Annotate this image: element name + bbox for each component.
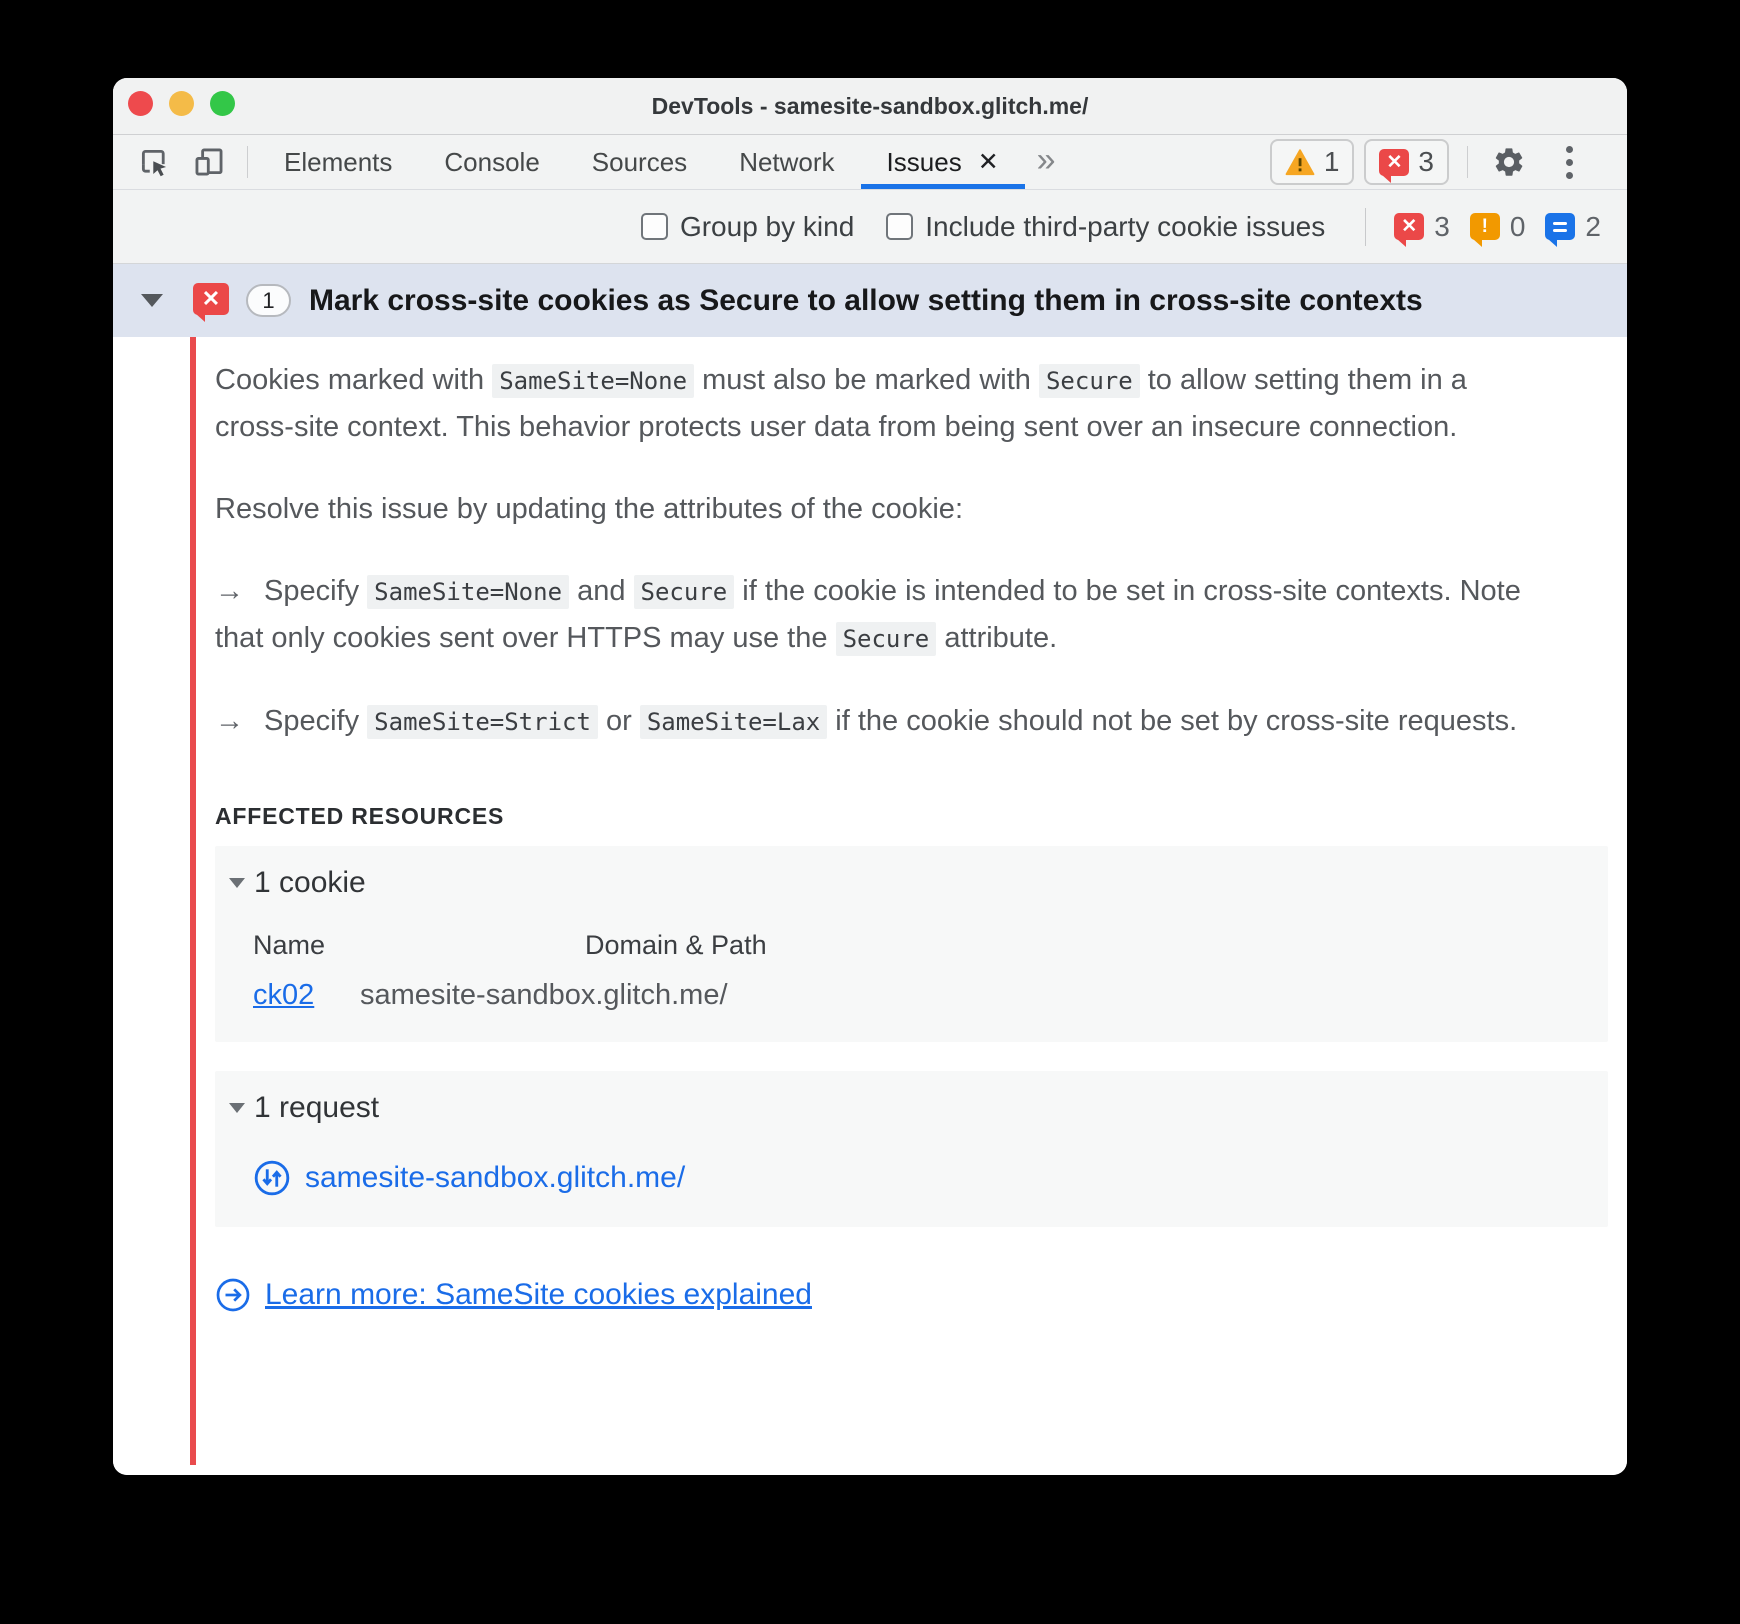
close-issues-tab-icon[interactable]: ✕	[977, 147, 999, 176]
traffic-lights	[128, 91, 235, 116]
request-section-toggle[interactable]	[229, 1091, 1608, 1125]
more-tabs-icon[interactable]: »	[1036, 141, 1056, 179]
cookie-name-link[interactable]: ck02	[253, 979, 315, 1011]
cookie-table	[253, 930, 1608, 1012]
devtools-tabbar	[113, 135, 1627, 190]
warning-count-group	[1470, 211, 1526, 243]
message-bubble-icon	[1545, 213, 1575, 240]
issue-error-icon: ✕	[1379, 149, 1409, 176]
affected-resources-heading: AFFECTED RESOURCES	[215, 803, 505, 829]
warning-triangle-icon	[1285, 149, 1315, 176]
message-count-group	[1545, 211, 1601, 243]
request-row	[253, 1159, 1608, 1197]
third-party-checkbox-group	[886, 211, 1325, 243]
devtools-window	[113, 78, 1627, 1475]
error-bubble-icon: ✕	[1394, 213, 1424, 240]
issue-resolution-intro: Resolve this issue by updating the attributes of the cookie:	[215, 493, 963, 525]
issue-description: Cookies marked with SameSite=None must also be marked with Secure to allow setting them in a cross-site context. This behavior protects user data from being sent over an insecure connection.	[215, 364, 1467, 443]
inspect-cursor-icon	[137, 145, 171, 179]
tab-console[interactable]: Console	[444, 146, 540, 177]
table-row-cookie-domain: samesite-sandbox.glitch.me/	[360, 979, 728, 1011]
window-title: DevTools - samesite-sandbox.glitch.me/	[651, 92, 1089, 119]
chevron-down-icon	[229, 878, 245, 888]
affected-cookies-box	[215, 846, 1608, 1042]
issue-red-line	[190, 337, 196, 1465]
toolbar-error-count: 3	[1434, 210, 1450, 242]
table-row-cookie-name	[253, 979, 360, 1012]
errors-badge-button[interactable]	[1364, 139, 1449, 185]
network-request-icon	[253, 1159, 291, 1197]
toolbar-message-count: 2	[1585, 210, 1601, 242]
issue-body	[113, 337, 1627, 1475]
tabbar-separator-right	[1467, 146, 1468, 178]
third-party-label: Include third-party cookie issues	[925, 210, 1326, 242]
tab-sources[interactable]: Sources	[591, 146, 688, 177]
tab-issues[interactable]	[861, 135, 1025, 189]
close-window-button[interactable]	[128, 91, 153, 116]
bullet-arrow-icon: →	[215, 575, 244, 607]
error-count-group	[1394, 211, 1450, 243]
cookie-name-column-header: Name	[253, 930, 326, 960]
issue-count-badge: 1	[246, 284, 291, 317]
bullet-arrow-icon: →	[215, 705, 244, 737]
warnings-count: 1	[1323, 146, 1340, 177]
toolbar-warning-count: 0	[1509, 210, 1526, 242]
warning-bubble-icon: !	[1470, 213, 1500, 240]
toggle-device-toolbar-button[interactable]	[181, 135, 237, 189]
third-party-checkbox[interactable]	[886, 213, 913, 240]
resolution-bullet-2: → Specify SameSite=Strict or SameSite=Lax if the cookie should not be set by cross-site requests.	[215, 705, 1518, 737]
inspect-element-button[interactable]	[127, 135, 181, 189]
tabbar-separator	[247, 146, 248, 178]
open-link-arrow-icon	[215, 1277, 251, 1313]
device-toolbar-icon	[191, 145, 227, 179]
cookie-section-title: 1 cookie	[254, 866, 366, 899]
tab-issues-label: Issues	[886, 146, 962, 177]
learn-more-row	[215, 1277, 1627, 1313]
issue-header-row[interactable]	[113, 264, 1627, 337]
more-options-menu-icon[interactable]	[1552, 146, 1587, 179]
group-by-kind-checkbox-group	[641, 211, 854, 243]
cookie-domain-column-header: Domain & Path	[585, 930, 767, 960]
active-tab-indicator	[861, 184, 1025, 189]
group-by-kind-checkbox[interactable]	[641, 213, 668, 240]
warnings-badge-button[interactable]	[1270, 139, 1355, 185]
affected-requests-box	[215, 1071, 1608, 1227]
issue-kind-icon: ✕	[193, 283, 229, 315]
tabbar-badges	[1260, 139, 1587, 185]
zoom-window-button[interactable]	[210, 91, 235, 116]
resolution-bullet-1: → Specify SameSite=None and Secure if the cookie is intended to be set in cross-site contexts. Note that only cookies sent over HTTPS may use the Secure attribute.	[215, 575, 1521, 654]
minimize-window-button[interactable]	[169, 91, 194, 116]
settings-button[interactable]	[1478, 145, 1540, 179]
issues-toolbar	[113, 190, 1627, 264]
tab-elements[interactable]: Elements	[284, 146, 393, 177]
gear-icon	[1492, 145, 1526, 179]
issue-title: Mark cross-site cookies as Secure to allow setting them in cross-site contexts	[309, 283, 1423, 317]
request-section-title: 1 request	[254, 1091, 380, 1124]
chevron-down-icon	[229, 1103, 245, 1113]
toolbar-separator	[1365, 208, 1366, 246]
learn-more-link[interactable]: Learn more: SameSite cookies explained	[265, 1278, 812, 1311]
group-by-kind-label: Group by kind	[679, 210, 855, 242]
collapse-triangle-icon[interactable]	[141, 294, 163, 307]
errors-count: 3	[1418, 146, 1434, 177]
cookie-section-toggle[interactable]	[229, 866, 1608, 900]
tab-network[interactable]: Network	[739, 146, 835, 177]
titlebar	[113, 78, 1627, 135]
request-url-link[interactable]: samesite-sandbox.glitch.me/	[305, 1161, 686, 1194]
